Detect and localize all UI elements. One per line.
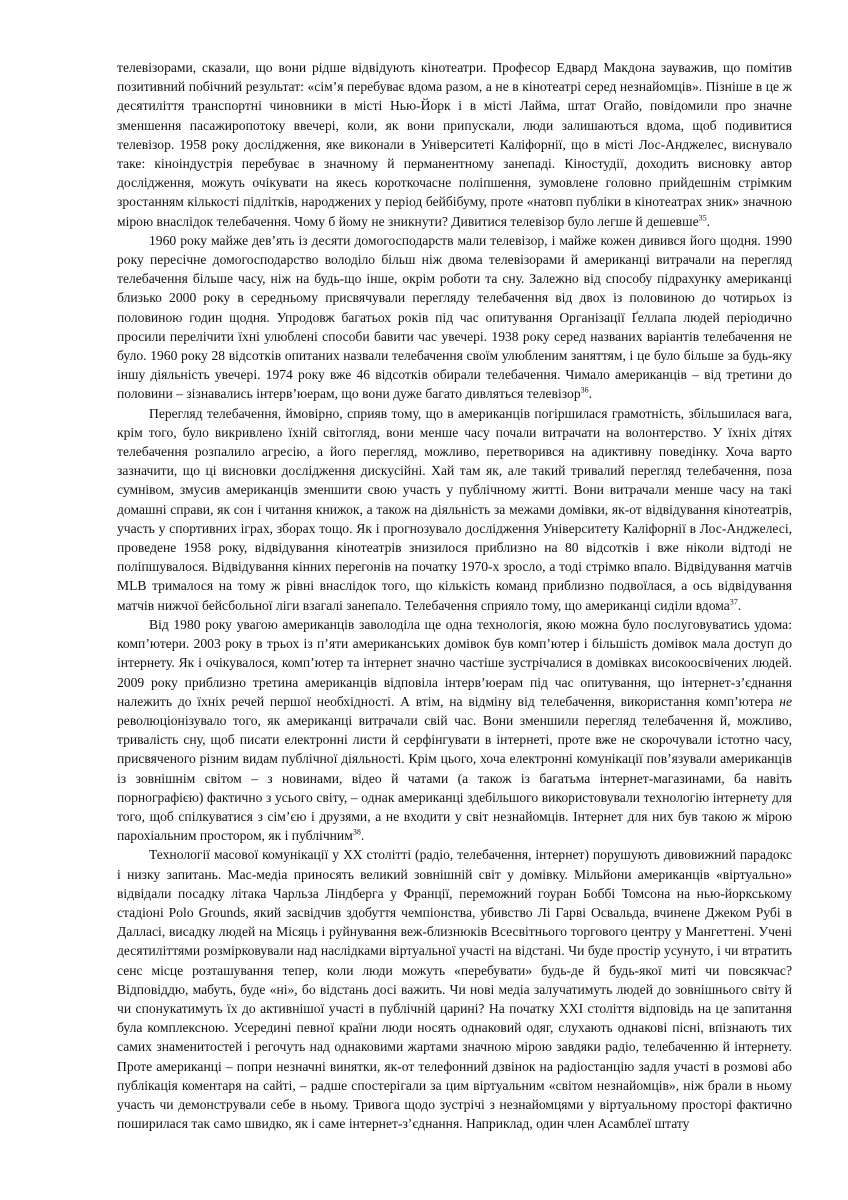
paragraph [117,58,792,231]
paragraph-text: . [706,213,711,229]
paragraph-text: Перегляд телебачення, ймовірно, сприяв тому, що в американців погіршилася грамотність, збільшилася вага, крім того, було викривлено їхній світогляд, вони менше часу почали витрачати на волонтерство. У їхніх дітях телебачення розпалило агресію, а його перегляд, можливо, перетворився на адиктивну поведінку. Хоча варто зазначити, що ці висновки дослідження дискусійні. Хай там як, але такий тривалий перегляд телебачення, поза сумнівом, змусив американців зменшити свою участь у публічному житті. Вони витрачали менше часу на такі домашні справи, як сон і читання книжок, а також на діяльність за межами домівки, як-от відвідування кінотеатрів, участь у спортивних іграх, зборах тощо. Як і прогнозувало дослідження Університету Каліфорнії в Лос-Анджелесі, проведене 1958 року, відвідування кінотеатрів знизилося приблизно на 80 відсотків і вже ніколи відтоді не поліпшувалося. Відвідування кінних перегонів на початку 1970-х зросло, а тоді стрімко впало. Відвідування матчів MLB трималося на тому ж рівні внаслідок того, що кількість команд приблизно подвоїлася, а ось відвідування матчів нижчої бейсбольної ліги взагалі занепало. Телебачення сприяло тому, що американці сиділи вдома [117,405,792,613]
paragraph-text: . [588,386,593,402]
footnote-ref: 37 [729,597,738,607]
paragraph-text: 1960 року майже дев’ять із десяти домогосподарств мали телевізор, і майже кожен дивився його щодня. 1990 року пересічне домогосподарство володіло більш ніж двома телевізорами й американці витрачали на перегляд телебачення більше часу, ніж на будь-що інше, окрім роботи та сну. Залежно від способу підрахунку американці близько 2000 року в середньому присвячували перегляду телебачення від двох із половиною до чотирьох із половиною годин щодня. Упродовж багатьох років під час опитування Організації Ґеллапа людей періодично просили перелічити їхні улюблені способи бавити час увечері. 1938 року серед названих варіантів телебачення не було. 1960 року 28 відсотків опитаних назвали телебачення своїм улюбленим заняттям, і це було більше за будь-яку іншу діяльність увечері. 1974 року вже 46 відсотків обирали телебачення. Чимало американців – від третини до половини – зізнавались інтерв’юерам, що вони дуже багато дивляться телевізор [117,232,792,402]
paragraph-text: . [360,828,365,844]
emphasis-text: не [779,693,792,709]
paragraph [117,404,792,615]
paragraph-text: . [737,597,742,613]
footnote-ref: 35 [698,213,707,223]
paragraph [117,845,792,1133]
paragraph [117,615,792,845]
paragraph-text: Від 1980 року увагою американців заволоділа ще одна технологія, якою можна було послуговуватись удома: комп’ютери. 2003 року в трьох із п’яти американських домівок був комп’ютер і більшість домівок мала доступ до інтернету. Як і очікувалося, комп’ютер та інтернет значно частіше зустрічалися в домівках високоосвічених людей. 2009 року приблизно третина американців відповіла інтерв’юерам під час опитування, що інтернет-з’єднання належить до їхніх речей першої необхідності. А втім, на відміну від телебачення, використання комп’ютера [117,616,792,709]
footnote-ref: 36 [580,385,589,395]
body-text [117,58,792,1133]
paragraph-text: Технології масової комунікації у XX столітті (радіо, телебачення, інтернет) порушують дивовижний парадокс і низку запитань. Мас-медіа приносять великий зовнішній світ у домівку. Мільйони американців «віртуально» відвідали посадку літака Чарльза Ліндберга у Франції, переможний гоуран Боббі Томсона на нью-йоркському стадіоні Polo Grounds, який засвідчив здобуття чемпіонства, убивство Лі Гарві Освальда, вчинене Джеком Рубі в Далласі, висадку людей на Місяць і руйнування веж-близнюків Всесвітнього торгового центру у Мангеттені. Учені десятиліттями розмірковували над наслідками віртуальної участі на відстані. Чи буде простір усунуто, і чи втратить сенс місце розташування тепер, коли люди можуть «перебувати» будь-де й будь-якої миті чи повсякчас? Відповіддю, мабуть, буде «ні», бо відстань досі важить. Чи нові медіа залучатимуть людей до зовнішнього світу й чи спонукатимуть їх до активнішої участі в публічній царині? На початку XXI століття відповідь на це запитання була комплексною. Усередині певної країни люди носять однаковий одяг, слухають однакові пісні, впізнають тих самих знаменитостей і регочуть над однаковими жартами значною мірою завдяки радіо, телебаченню й інтернету. Проте американці – попри незначні винятки, як-от телефонний дзвінок на радіостанцію задля участі в розмові або публікація коментаря на сайті, – радше спостерігали за цим віртуальним «світом незнайомців», ніж брали в ньому участь чи демонстрували себе в ньому. Тривога щодо зустрічі з незнайомцями у віртуальному просторі фактично поширилася так само швидко, як і саме інтернет-з’єднання. Наприклад, один член Асамблеї штату [117,847,792,1132]
paragraph-text: революціонізувало того, як американці витрачали свій час. Вони зменшили перегляд телебачення й, можливо, тривалість сну, щоб писати електронні листи й серфінгувати в інтернеті, проте вже не скорочували істотно часу, присвяченого різним видам публічної діяльності. Крім цього, хоча електронні комунікації пов’язували американців із зовнішнім світом – з новинами, відео й чатами (а також із багатьма інтернет-магазинами, ба навіть порнографією) фактично з усього світу, – однак американці здебільшого використовували технологію інтернету для того, щоб спілкуватися з сім’єю і друзями, а не входити у світ незнайомців. Інтернет для них був такою ж мірою парохіальним простором, як і публічним [117,712,792,844]
paragraph-text: телевізорами, сказали, що вони рідше відвідують кінотеатри. Професор Едвард Макдона зауважив, що помітив позитивний побічний результат: «сім’я перебуває вдома разом, а не в кінотеатрі серед незнайомців». Пізніше в це ж десятиліття транспортні чиновники в місті Нью-Йорк і в місті Лайма, штат Огайо, повідомили про значне зменшення пасажиропотоку ввечері, коли, як вони припускали, люди залишаються вдома, щоб подивитися телевізор. 1958 року дослідження, яке виконали в Університеті Каліфорнії, що в місті Лос-Анджелес, виснувало таке: кіноіндустрія перебуває в значному й перманентному занепаді. Кіностудії, доходить висновку автор дослідження, можуть очікувати на якесь короткочасне поліпшення, зумовлене головно прийдешнім стрімким зростанням кількості підлітків, народжених у період бейбібуму, проте «натовп публіки в кінотеатрах зник» значною мірою внаслідок телебачення. Чому б йому не зникнути? Дивитися телевізор було легше й дешевше [117,60,792,229]
paragraph [117,231,792,404]
footnote-ref: 38 [352,827,361,837]
